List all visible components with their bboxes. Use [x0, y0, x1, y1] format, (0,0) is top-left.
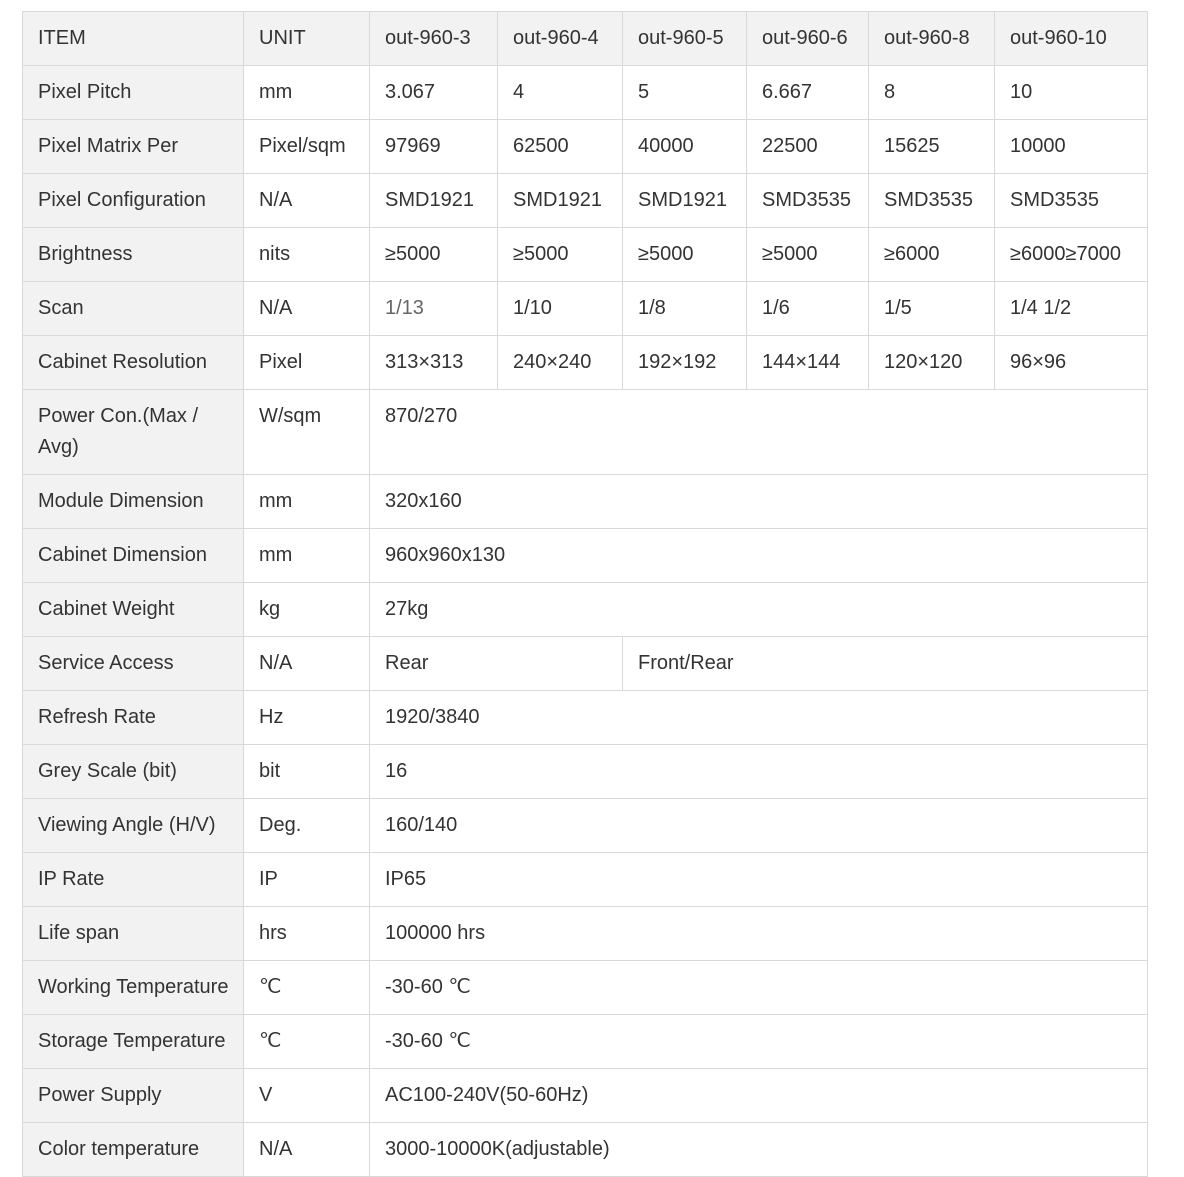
row-value: 1/4 1/2	[995, 282, 1148, 336]
table-row	[23, 174, 1148, 228]
row-value: ≥5000	[498, 228, 623, 282]
row-value: 22500	[747, 120, 869, 174]
table-row	[23, 1069, 1148, 1123]
row-value: 1/13	[370, 282, 498, 336]
row-unit: mm	[244, 529, 370, 583]
row-value: 3000-10000K(adjustable)	[370, 1123, 1148, 1177]
row-unit: bit	[244, 745, 370, 799]
header-model: out-960-4	[498, 12, 623, 66]
row-value: 16	[370, 745, 1148, 799]
row-value: ≥5000	[747, 228, 869, 282]
row-value: 10000	[995, 120, 1148, 174]
row-value: -30-60 ℃	[370, 1015, 1148, 1069]
row-value: 5	[623, 66, 747, 120]
row-unit: mm	[244, 475, 370, 529]
row-unit: N/A	[244, 1123, 370, 1177]
table-row	[23, 637, 1148, 691]
row-value: 96×96	[995, 336, 1148, 390]
row-value: SMD3535	[747, 174, 869, 228]
row-value: ≥5000	[623, 228, 747, 282]
row-value: SMD3535	[869, 174, 995, 228]
row-unit: Pixel	[244, 336, 370, 390]
row-value: SMD1921	[623, 174, 747, 228]
row-value: SMD3535	[995, 174, 1148, 228]
row-item: Grey Scale (bit)	[23, 745, 244, 799]
table-row	[23, 1015, 1148, 1069]
row-unit: hrs	[244, 907, 370, 961]
row-value: 313×313	[370, 336, 498, 390]
header-unit: UNIT	[244, 12, 370, 66]
row-unit: Hz	[244, 691, 370, 745]
row-item: Power Con.(Max / Avg)	[23, 390, 244, 475]
row-unit: ℃	[244, 1015, 370, 1069]
row-value: 1/5	[869, 282, 995, 336]
row-unit: W/sqm	[244, 390, 370, 475]
row-item: Cabinet Dimension	[23, 529, 244, 583]
row-value: 8	[869, 66, 995, 120]
row-unit: N/A	[244, 174, 370, 228]
row-item: Power Supply	[23, 1069, 244, 1123]
row-item: Cabinet Weight	[23, 583, 244, 637]
row-item: Scan	[23, 282, 244, 336]
row-item: Brightness	[23, 228, 244, 282]
row-value: 1/8	[623, 282, 747, 336]
row-value: 27kg	[370, 583, 1148, 637]
row-item: Refresh Rate	[23, 691, 244, 745]
row-value: ≥5000	[370, 228, 498, 282]
table-row	[23, 228, 1148, 282]
row-value: SMD1921	[498, 174, 623, 228]
row-unit: mm	[244, 66, 370, 120]
spec-table	[22, 11, 1148, 1177]
header-model: out-960-8	[869, 12, 995, 66]
table-row	[23, 475, 1148, 529]
row-value: 97969	[370, 120, 498, 174]
row-value: 960x960x130	[370, 529, 1148, 583]
row-value: 10	[995, 66, 1148, 120]
row-value: 120×120	[869, 336, 995, 390]
row-value: ≥6000≥7000	[995, 228, 1148, 282]
table-row	[23, 691, 1148, 745]
header-model: out-960-10	[995, 12, 1148, 66]
row-value: 160/140	[370, 799, 1148, 853]
table-row	[23, 583, 1148, 637]
row-value: 320x160	[370, 475, 1148, 529]
table-row	[23, 336, 1148, 390]
table-row	[23, 799, 1148, 853]
table-row	[23, 853, 1148, 907]
table-row	[23, 961, 1148, 1015]
row-item: Pixel Pitch	[23, 66, 244, 120]
table-row	[23, 390, 1148, 475]
row-value: 40000	[623, 120, 747, 174]
header-row	[23, 12, 1148, 66]
table-row	[23, 282, 1148, 336]
row-item: IP Rate	[23, 853, 244, 907]
row-value: 3.067	[370, 66, 498, 120]
table-row	[23, 745, 1148, 799]
table-row	[23, 66, 1148, 120]
row-value: 1920/3840	[370, 691, 1148, 745]
header-model: out-960-5	[623, 12, 747, 66]
row-item: Storage Temperature	[23, 1015, 244, 1069]
row-unit: kg	[244, 583, 370, 637]
row-item: Viewing Angle (H/V)	[23, 799, 244, 853]
row-item: Color temperature	[23, 1123, 244, 1177]
row-value: 192×192	[623, 336, 747, 390]
row-value: Front/Rear	[623, 637, 1148, 691]
header-model: out-960-3	[370, 12, 498, 66]
table-row	[23, 529, 1148, 583]
table-row	[23, 907, 1148, 961]
row-unit: N/A	[244, 637, 370, 691]
row-value: IP65	[370, 853, 1148, 907]
row-value: -30-60 ℃	[370, 961, 1148, 1015]
row-unit: IP	[244, 853, 370, 907]
row-value: ≥6000	[869, 228, 995, 282]
row-item: Service Access	[23, 637, 244, 691]
table-row	[23, 1123, 1148, 1177]
row-unit: Pixel/sqm	[244, 120, 370, 174]
row-item: Pixel Matrix Per	[23, 120, 244, 174]
row-item: Cabinet Resolution	[23, 336, 244, 390]
row-unit: N/A	[244, 282, 370, 336]
row-unit: Deg.	[244, 799, 370, 853]
header-item: ITEM	[23, 12, 244, 66]
header-model: out-960-6	[747, 12, 869, 66]
row-value: Rear	[370, 637, 623, 691]
table-row	[23, 120, 1148, 174]
row-unit: V	[244, 1069, 370, 1123]
row-value: SMD1921	[370, 174, 498, 228]
row-item: Module Dimension	[23, 475, 244, 529]
row-value: AC100-240V(50-60Hz)	[370, 1069, 1148, 1123]
row-item: Pixel Configuration	[23, 174, 244, 228]
row-unit: nits	[244, 228, 370, 282]
row-value: 870/270	[370, 390, 1148, 475]
row-value: 1/6	[747, 282, 869, 336]
row-value: 15625	[869, 120, 995, 174]
row-unit: ℃	[244, 961, 370, 1015]
row-value: 1/10	[498, 282, 623, 336]
row-value: 144×144	[747, 336, 869, 390]
row-value: 4	[498, 66, 623, 120]
row-value: 240×240	[498, 336, 623, 390]
row-item: Working Temperature	[23, 961, 244, 1015]
row-item: Life span	[23, 907, 244, 961]
row-value: 62500	[498, 120, 623, 174]
row-value: 6.667	[747, 66, 869, 120]
row-value: 100000 hrs	[370, 907, 1148, 961]
